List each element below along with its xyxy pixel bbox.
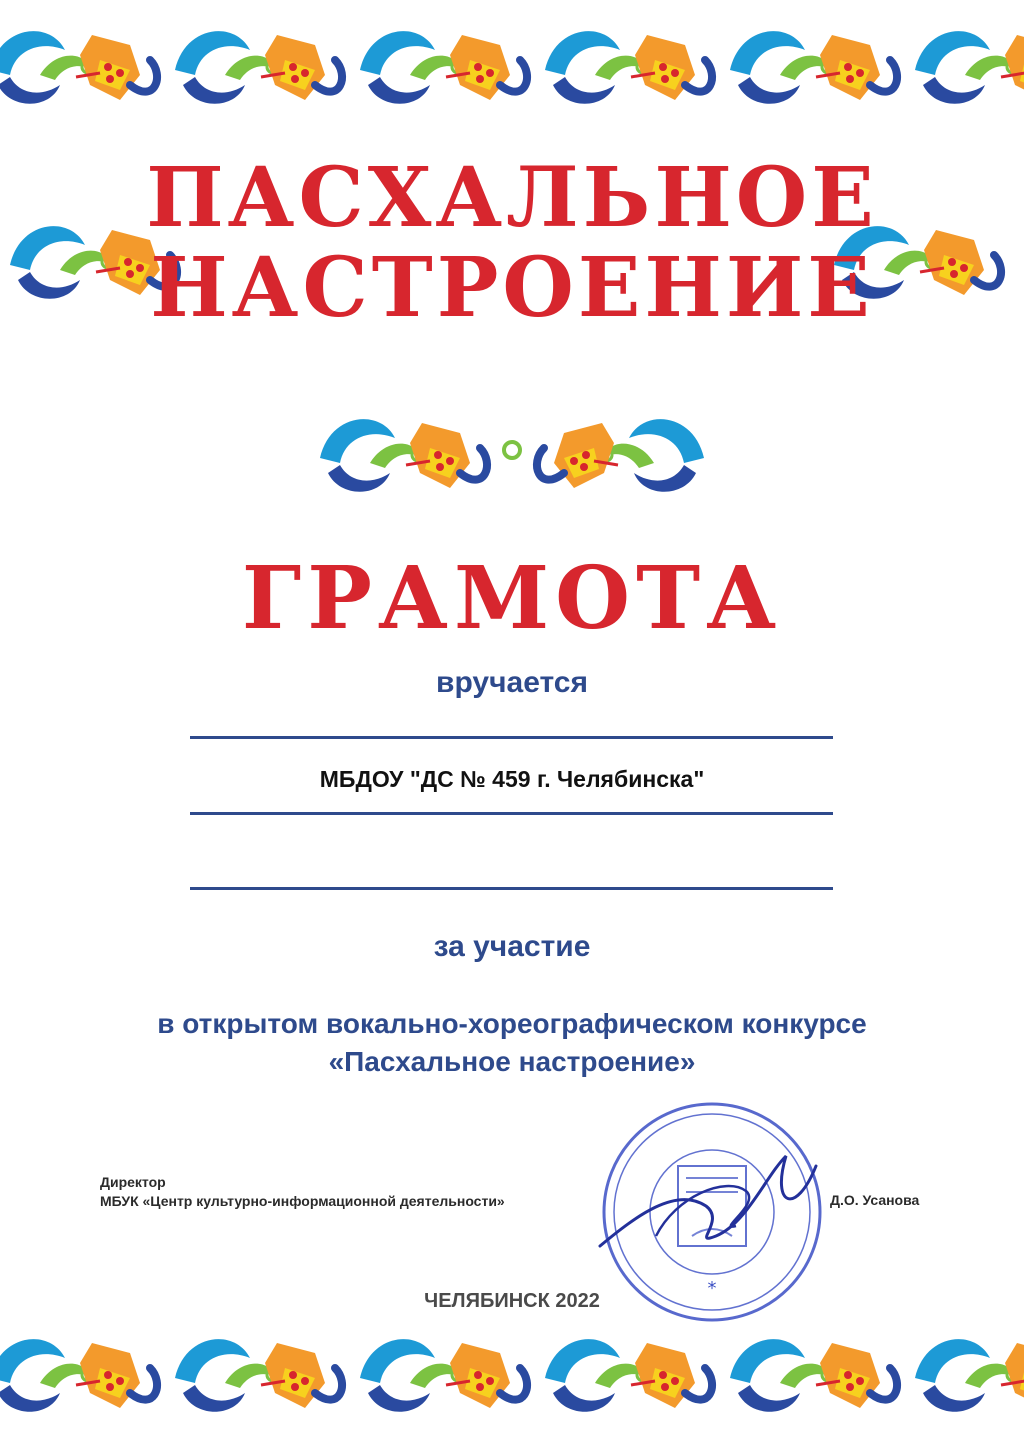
awarded-label: вручается (436, 666, 588, 699)
director-block (100, 1173, 505, 1211)
center-floral-ornament (300, 388, 724, 518)
title-line-2: НАСТРОЕНИЕ (150, 240, 874, 336)
certificate-heading: ГРАМОТА (241, 548, 783, 649)
director-name: Д.О. Усанова (830, 1192, 920, 1208)
rule-line-3 (190, 887, 833, 890)
city-year: ЧЕЛЯБИНСК 2022 (424, 1290, 600, 1312)
rule-line-2 (190, 812, 833, 815)
top-floral-border (0, 10, 1024, 110)
contest-name: «Пасхальное настроение» (328, 1046, 696, 1077)
title-line-1: ПАСХАЛЬНОЕ (146, 150, 878, 246)
director-position: Директор (100, 1174, 166, 1190)
director-organization: МБУК «Центр культурно-информационной деятельности» (100, 1193, 505, 1209)
rule-line-1 (190, 736, 833, 739)
contest-description: в открытом вокально-хореографическом конкурсе (157, 1008, 867, 1039)
participation-label: за участие (433, 930, 591, 963)
bottom-floral-border (0, 1318, 1024, 1418)
recipient-name: МБДОУ "ДС № 459 г. Челябинска" (319, 766, 705, 792)
svg-text:*: * (707, 1278, 717, 1299)
